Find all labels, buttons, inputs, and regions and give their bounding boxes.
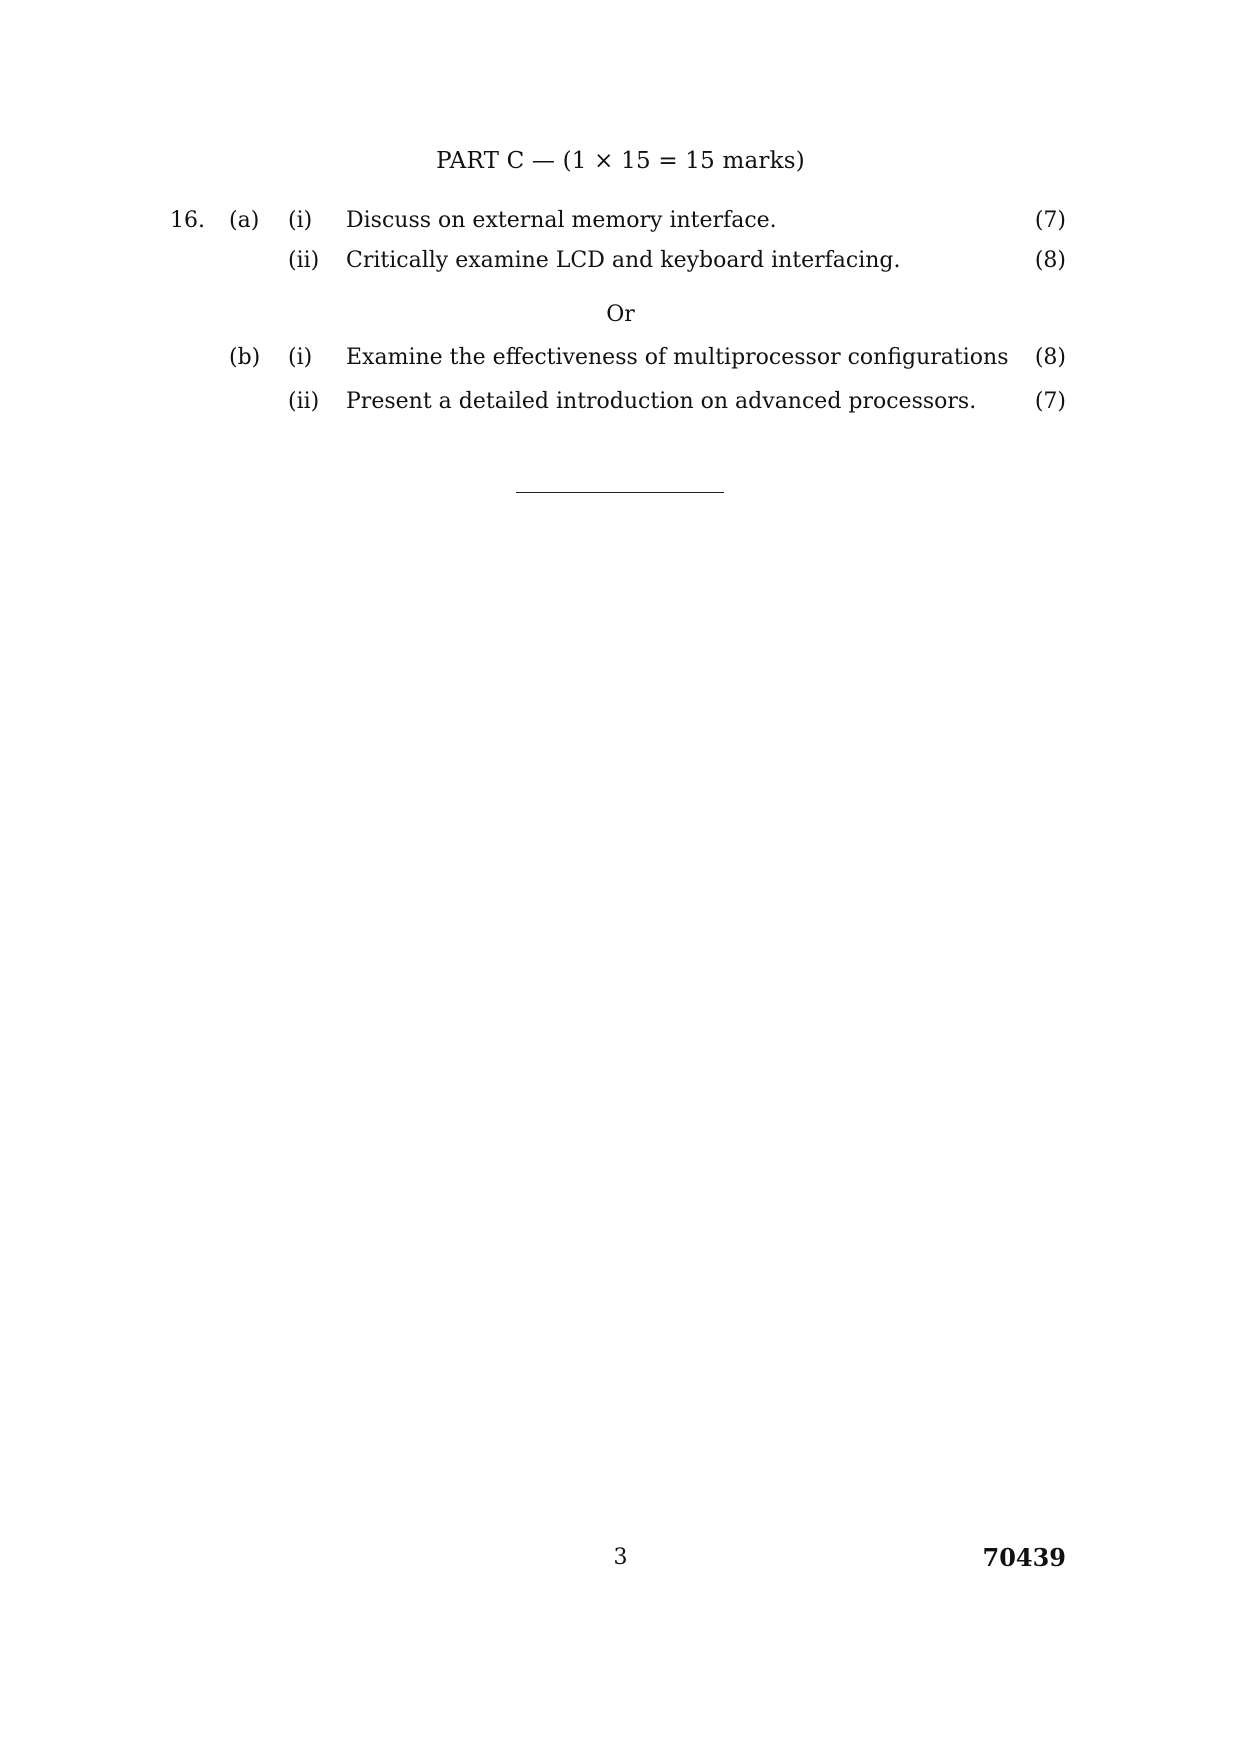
marks-label: (8) [1034, 248, 1066, 273]
question-text: Examine the effectiveness of multiprocessor configurations [346, 345, 1009, 370]
option-label: (b) [229, 345, 261, 370]
or-separator: Or [606, 302, 635, 327]
part-heading: PART C — (1 × 15 = 15 marks) [436, 148, 805, 174]
question-text: Discuss on external memory interface. [346, 208, 777, 233]
marks-label: (8) [1034, 345, 1066, 370]
question-text: Present a detailed introduction on advanced processors. [346, 389, 977, 414]
end-of-paper-rule [516, 492, 724, 493]
marks-label: (7) [1034, 208, 1066, 233]
subpart-label: (i) [288, 208, 313, 233]
question-row [0, 343, 1241, 373]
question-row [0, 387, 1241, 417]
page-number: 3 [613, 1545, 628, 1570]
option-label: (a) [229, 208, 260, 233]
subpart-label: (i) [288, 345, 313, 370]
subpart-label: (ii) [288, 389, 320, 414]
question-row [0, 246, 1241, 276]
question-row [0, 206, 1241, 236]
question-number: 16. [170, 208, 205, 233]
question-text: Critically examine LCD and keyboard interfacing. [346, 248, 901, 273]
marks-label: (7) [1034, 389, 1066, 414]
subpart-label: (ii) [288, 248, 320, 273]
paper-code: 70439 [982, 1543, 1066, 1572]
